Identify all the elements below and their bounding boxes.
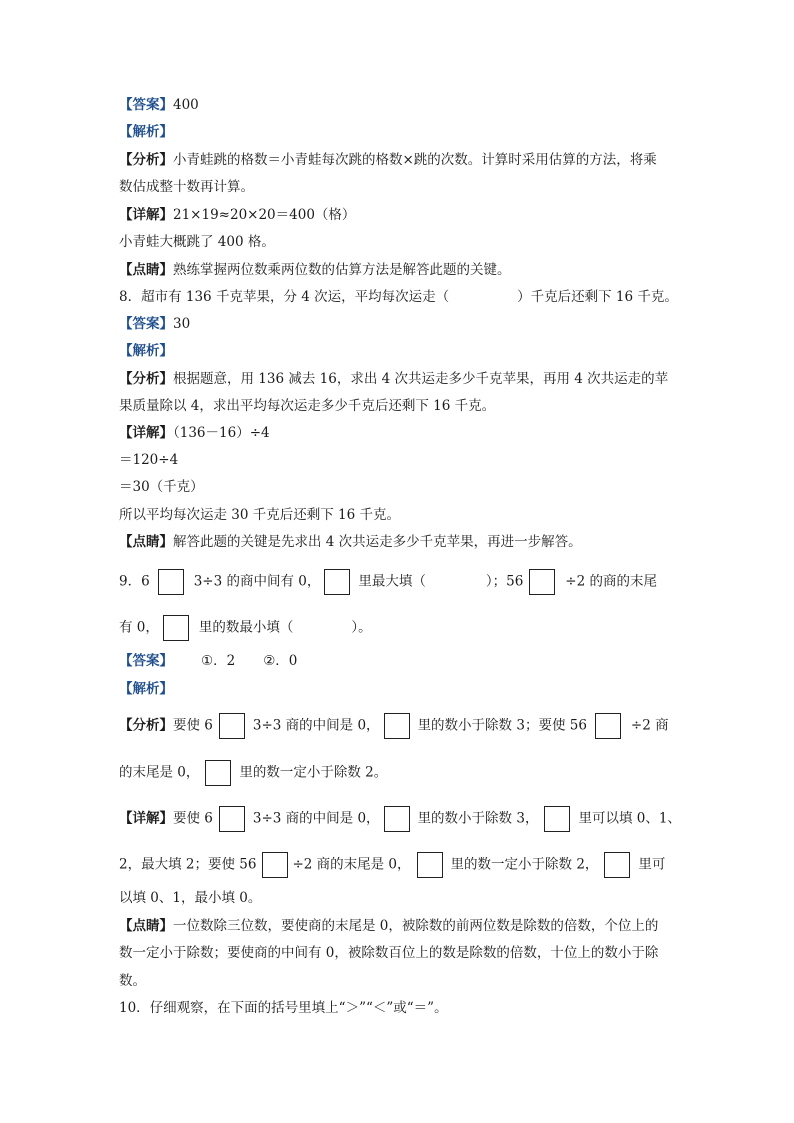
detail-text: 里可 <box>638 856 666 873</box>
q9-comment-line1 <box>119 917 658 935</box>
answer-value: 30 <box>173 316 191 332</box>
q10-question-line <box>119 999 448 1017</box>
comment-text: 熟练掌握两位数乘两位数的估算方法是解答此题的关键。 <box>173 262 511 278</box>
q9-answer-line <box>119 652 297 670</box>
fenxi-text: 的末尾是 0， <box>119 764 200 781</box>
q8-detail-line2 <box>119 451 178 469</box>
digit-box <box>384 713 410 739</box>
answer-value-2: ②．0 <box>263 653 298 669</box>
conclusion-text: 所以平均每次运走 30 千克后还剩下 16 千克。 <box>119 507 401 523</box>
q9-comment-line2 <box>119 944 658 962</box>
fenxi-text: 根据题意，用 136 减去 16，求出 4 次共运走多少千克苹果，再用 4 次共运走的苹 <box>173 371 669 387</box>
detail-text: （136－16）÷4 <box>173 425 270 441</box>
digit-box <box>158 569 184 595</box>
q9-detail-line1 <box>119 806 681 832</box>
digit-box <box>604 852 630 878</box>
q8-detail-line1 <box>119 424 270 442</box>
question-text: ）；56 <box>485 573 524 590</box>
digit-box <box>219 806 245 832</box>
question-text: 里的数最小填（ <box>198 619 294 636</box>
q8-analysis-line <box>119 342 173 360</box>
answer-tag: 【答案】 <box>119 316 173 332</box>
question-text: 里最大填（ <box>358 573 426 590</box>
q9-analysis-line <box>119 680 173 698</box>
q9-comment-line3 <box>119 972 146 990</box>
detail-tag: 【详解】 <box>119 810 173 827</box>
fenxi-text: 数估成整十数再计算。 <box>119 179 254 195</box>
q9-detail-line2 <box>119 852 665 878</box>
q8-fenxi-line1 <box>119 370 668 388</box>
q9-fenxi-line2 <box>119 760 387 786</box>
question-text: 3÷3 的商中间有 0， <box>193 573 321 590</box>
detail-text: 里可以填 0、1、 <box>578 810 681 827</box>
fenxi-tag: 【分析】 <box>119 717 173 734</box>
question-text: ）千克后还剩下 16 千克。 <box>517 289 678 305</box>
question-text: 8．超市有 136 千克苹果，分 4 次运，平均每次运走（ <box>119 289 450 305</box>
detail-text: 3÷3 商的中间是 0， <box>252 810 380 827</box>
detail-text: 以填 0、1，最小填 0。 <box>119 890 262 906</box>
detail-text: 里的数小于除数 3， <box>417 810 539 827</box>
analysis-tag: 【解析】 <box>119 124 173 140</box>
fenxi-text: 里的数小于除数 3；要使 56 <box>417 717 587 734</box>
q9-fenxi-line1 <box>119 713 669 739</box>
q7-fenxi-line1 <box>119 151 657 169</box>
detail-tag: 【详解】 <box>119 425 173 441</box>
q7-conclusion-line <box>119 233 275 251</box>
digit-box <box>417 852 443 878</box>
q7-comment-line <box>119 261 511 279</box>
detail-text: 2，最大填 2；要使 56 <box>119 856 257 873</box>
q9-question-line2 <box>119 615 372 641</box>
q8-fenxi-line2 <box>119 397 495 415</box>
analysis-tag: 【解析】 <box>119 343 173 359</box>
digit-box <box>595 713 621 739</box>
conclusion-text: 小青蛙大概跳了 400 格。 <box>119 234 275 250</box>
digit-box <box>544 806 570 832</box>
q7-answer-line <box>119 96 199 114</box>
answer-tag: 【答案】 <box>119 97 173 113</box>
comment-tag: 【点睛】 <box>119 534 173 550</box>
detail-text: ＝120÷4 <box>119 452 179 468</box>
digit-box <box>384 806 410 832</box>
q7-fenxi-line2 <box>119 178 254 196</box>
q9-question-line1 <box>119 569 657 595</box>
comment-text: 数。 <box>119 973 146 989</box>
comment-text: 数一定小于除数；要使商的中间有 0，被除数百位上的数是除数的倍数，十位上的数小于除 <box>119 945 659 961</box>
detail-text: 要使 6 <box>173 810 213 827</box>
answer-value: 400 <box>173 97 199 113</box>
digit-box <box>205 760 231 786</box>
question-text: 有 0， <box>119 619 159 636</box>
detail-text: 里的数一定小于除数 2， <box>450 856 599 873</box>
question-text: ÷2 的商的末尾 <box>565 573 657 590</box>
q9-detail-line3 <box>119 889 261 907</box>
question-text: 9．6 <box>119 573 150 590</box>
digit-box <box>529 569 555 595</box>
q8-answer-line <box>119 315 190 333</box>
comment-text: 解答此题的关键是先求出 4 次共运走多少千克苹果，再进一步解答。 <box>173 534 582 550</box>
answer-value-1: ①．2 <box>201 653 236 669</box>
comment-tag: 【点睛】 <box>119 918 173 934</box>
question-text: ）。 <box>351 619 372 636</box>
analysis-tag: 【解析】 <box>119 681 173 697</box>
comment-tag: 【点睛】 <box>119 262 173 278</box>
detail-text: ＝30（千克） <box>119 479 204 495</box>
fenxi-tag: 【分析】 <box>119 152 173 168</box>
question-text: 10．仔细观察，在下面的括号里填上“＞”“＜”或“＝”。 <box>119 1000 448 1016</box>
q8-conclusion-line <box>119 506 400 524</box>
q8-detail-line3 <box>119 478 204 496</box>
q8-question-line <box>119 288 678 306</box>
comment-text: 一位数除三位数，要使商的末尾是 0，被除数的前两位数是除数的倍数，个位上的 <box>173 918 659 934</box>
fenxi-text: 里的数一定小于除数 2。 <box>239 764 388 781</box>
fenxi-text: 果质量除以 4，求出平均每次运走多少千克后还剩下 16 千克。 <box>119 398 496 414</box>
digit-box <box>262 852 288 878</box>
fenxi-text: 要使 6 <box>173 717 213 734</box>
fenxi-text: 3÷3 商的中间是 0， <box>252 717 380 734</box>
digit-box <box>219 713 245 739</box>
answer-tag: 【答案】 <box>119 653 173 669</box>
fenxi-text: ÷2 商 <box>630 717 669 734</box>
q7-analysis-line <box>119 123 173 141</box>
fenxi-tag: 【分析】 <box>119 371 173 387</box>
digit-box <box>163 615 189 641</box>
detail-text: ÷2 商的末尾是 0， <box>292 856 411 873</box>
fenxi-text: 小青蛙跳的格数＝小青蛙每次跳的格数×跳的次数。计算时采用估算的方法，将乘 <box>173 152 657 168</box>
detail-tag: 【详解】 <box>119 207 173 223</box>
q8-comment-line <box>119 533 582 551</box>
detail-text: 21×19≈20×20＝400（格） <box>173 207 356 223</box>
q7-detail-line <box>119 206 355 224</box>
digit-box <box>324 569 350 595</box>
